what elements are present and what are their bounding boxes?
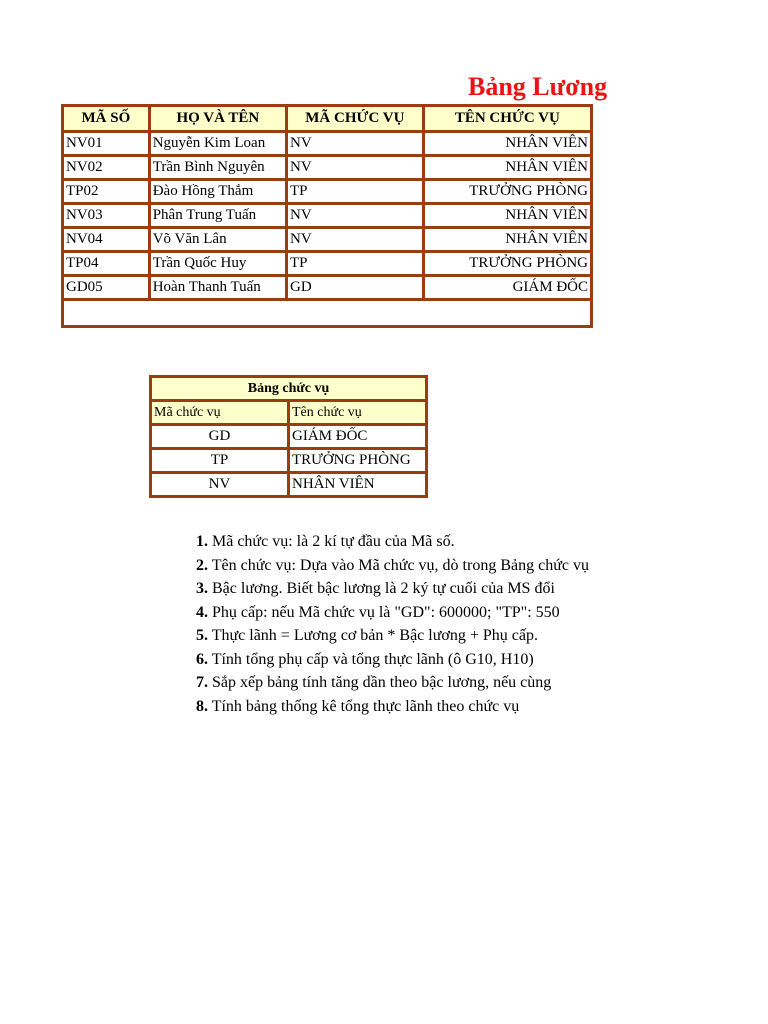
instruction-text: Tên chức vụ: Dựa vào Mã chức vụ, dò trong Bảng chức vụ (208, 556, 589, 574)
instruction-text: Phụ cấp: nếu Mã chức vụ là "GD": 600000; "TP": 550 (208, 603, 560, 621)
instruction-item (196, 671, 589, 695)
cell-ten-chuc-vu[interactable]: GIÁM ĐỐC (423, 276, 591, 300)
lookup-row (151, 425, 427, 449)
instruction-item (196, 601, 589, 625)
table-row (63, 228, 592, 252)
instruction-item (196, 530, 589, 554)
table-row (63, 276, 592, 300)
instruction-number: 2. (196, 556, 208, 574)
cell-ma-so[interactable]: NV03 (63, 204, 150, 228)
cell-ho-ten[interactable]: Trần Quốc Huy (149, 252, 286, 276)
empty-total-cell[interactable] (63, 300, 592, 327)
cell-ten-chuc-vu[interactable]: NHÂN VIÊN (423, 204, 591, 228)
lookup-header-ma[interactable]: Mã chức vụ (151, 401, 289, 425)
lookup-ten[interactable]: GIÁM ĐỐC (289, 425, 427, 449)
instruction-item (196, 554, 589, 578)
lookup-ma[interactable]: GD (151, 425, 289, 449)
cell-ten-chuc-vu[interactable]: TRƯỞNG PHÒNG (423, 180, 591, 204)
header-ten-chuc-vu[interactable]: TÊN CHỨC VỤ (423, 106, 591, 132)
cell-ma-so[interactable]: TP02 (63, 180, 150, 204)
cell-ten-chuc-vu[interactable]: NHÂN VIÊN (423, 132, 591, 156)
cell-ma-chuc-vu[interactable]: GD (286, 276, 423, 300)
cell-ho-ten[interactable]: Võ Văn Lân (149, 228, 286, 252)
lookup-row (151, 449, 427, 473)
table-row (63, 204, 592, 228)
lookup-ten[interactable]: NHÂN VIÊN (289, 473, 427, 497)
cell-ma-so[interactable]: NV02 (63, 156, 150, 180)
instruction-number: 3. (196, 580, 208, 597)
cell-ma-so[interactable]: GD05 (63, 276, 150, 300)
header-ho-ten[interactable]: HỌ VÀ TÊN (149, 106, 286, 132)
cell-ten-chuc-vu[interactable]: NHÂN VIÊN (423, 156, 591, 180)
cell-ho-ten[interactable]: Nguyễn Kim Loan (149, 132, 286, 156)
instruction-number: 7. (196, 674, 208, 691)
table-row (63, 252, 592, 276)
instruction-number: 8. (196, 697, 208, 715)
header-ma-so[interactable]: MÃ SỐ (63, 106, 150, 132)
table-total-row (63, 300, 592, 327)
cell-ho-ten[interactable]: Đào Hồng Thắm (149, 180, 286, 204)
cell-ma-so[interactable]: NV01 (63, 132, 150, 156)
cell-ma-chuc-vu[interactable]: NV (286, 132, 423, 156)
cell-ma-chuc-vu[interactable]: NV (286, 204, 423, 228)
lookup-ten[interactable]: TRƯỞNG PHÒNG (289, 449, 427, 473)
cell-ma-chuc-vu[interactable]: NV (286, 156, 423, 180)
instruction-text: Thực lãnh = Lương cơ bản * Bậc lương + Phụ cấp. (208, 627, 538, 644)
lookup-title[interactable]: Bảng chức vụ (151, 377, 427, 401)
instruction-number: 5. (196, 627, 208, 644)
instruction-item (196, 695, 589, 719)
instruction-text: Bậc lương. Biết bậc lương là 2 ký tự cuối của MS đổi (208, 580, 555, 597)
cell-ho-ten[interactable]: Hoàn Thanh Tuấn (149, 276, 286, 300)
lookup-ma[interactable]: TP (151, 449, 289, 473)
position-lookup-table (149, 375, 428, 498)
cell-ten-chuc-vu[interactable]: NHÂN VIÊN (423, 228, 591, 252)
cell-ma-chuc-vu[interactable]: NV (286, 228, 423, 252)
cell-ma-so[interactable]: TP04 (63, 252, 150, 276)
cell-ho-ten[interactable]: Phân Trung Tuấn (149, 204, 286, 228)
cell-ho-ten[interactable]: Trần Bình Nguyên (149, 156, 286, 180)
cell-ma-chuc-vu[interactable]: TP (286, 252, 423, 276)
lookup-title-row (151, 377, 427, 401)
instruction-number: 1. (196, 533, 208, 550)
instructions-list (196, 530, 589, 718)
instruction-item (196, 577, 589, 601)
cell-ten-chuc-vu[interactable]: TRƯỞNG PHÒNG (423, 252, 591, 276)
instruction-number: 4. (196, 603, 208, 621)
instruction-text: Sắp xếp bảng tính tăng dần theo bậc lương, nếu cùng (208, 674, 552, 691)
instruction-text: Mã chức vụ: là 2 kí tự đầu của Mã số. (208, 533, 455, 550)
salary-table (61, 104, 593, 328)
cell-ma-so[interactable]: NV04 (63, 228, 150, 252)
lookup-header-row (151, 401, 427, 425)
lookup-ma[interactable]: NV (151, 473, 289, 497)
lookup-row (151, 473, 427, 497)
instruction-number: 6. (196, 650, 208, 668)
table-row (63, 156, 592, 180)
cell-ma-chuc-vu[interactable]: TP (286, 180, 423, 204)
instruction-text: Tính tổng phụ cấp và tổng thực lãnh (ô G10, H10) (208, 650, 534, 668)
table-header-row (63, 106, 592, 132)
lookup-header-ten[interactable]: Tên chức vụ (289, 401, 427, 425)
instruction-item (196, 648, 589, 672)
table-row (63, 180, 592, 204)
table-row (63, 132, 592, 156)
header-ma-chuc-vu[interactable]: MÃ CHỨC VỤ (286, 106, 423, 132)
sheet-title: Bảng Lương (468, 72, 608, 101)
instruction-text: Tính bảng thống kê tổng thực lãnh theo chức vụ (208, 697, 520, 715)
instruction-item (196, 624, 589, 648)
